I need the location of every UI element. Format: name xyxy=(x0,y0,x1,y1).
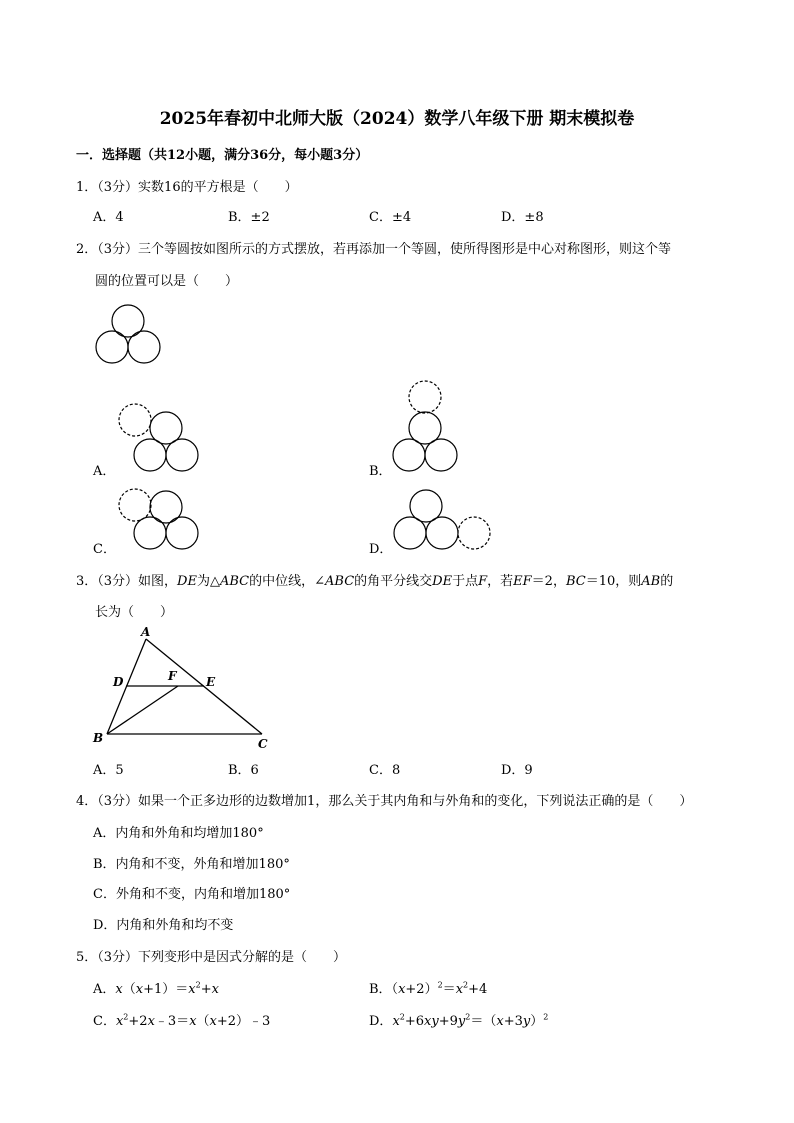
q5-option-c: C．$x^2+2x﹣3=x(x+2)﹣3$ xyxy=(93,1012,271,1029)
q3-option-d: D．9 xyxy=(501,763,533,778)
q2-option-a: A． xyxy=(93,464,116,479)
section-heading: 一．选择题（共12小题，满分36分，每小题3分） xyxy=(76,148,369,163)
bisector-bf xyxy=(107,686,178,734)
label-c: C xyxy=(258,737,268,751)
q4-option-b: B．内角和不变，外角和增加180° xyxy=(93,857,290,872)
label-f: F xyxy=(168,669,177,683)
q1-option-a: A．4 xyxy=(93,210,124,225)
q4-option-d: D．内角和外角和均不变 xyxy=(93,918,234,933)
q1-option-c: C．±4 xyxy=(369,210,412,225)
question-3-stem-line2: 长为（ ） xyxy=(95,605,174,620)
question-5-stem: 5．（3分）下列变形中是因式分解的是（ ） xyxy=(76,950,347,965)
q1-option-d: D．±8 xyxy=(501,210,544,225)
question-3-stem-line1: 3．（3分）如图，DE为△ABC的中位线，∠ABC的角平分线交DE于点F，若EF＝2，BC＝10，则AB的 xyxy=(76,574,674,589)
q2-option-d: D． xyxy=(369,542,393,557)
question-2-stem-line1: 2．（3分）三个等圆按如图所示的方式摆放，若再添加一个等圆，使所得图形是中心对称图形，则这个等 xyxy=(76,242,672,257)
q5-option-d: D．$x^2+6xy+9y^2=(x+3y)^2$ xyxy=(369,1012,549,1029)
q2-option-c: C． xyxy=(93,542,116,557)
label-e: E xyxy=(206,675,216,689)
q4-option-a: A．内角和外角和均增加180° xyxy=(93,826,264,841)
q1-option-b: B．±2 xyxy=(228,210,270,225)
question-1-stem: 1．（3分）实数16的平方根是（ ） xyxy=(76,180,298,195)
label-d: D xyxy=(113,675,124,689)
question-4-stem: 4．（3分）如果一个正多边形的边数增加1，那么关于其内角和与外角和的变化，下列说法正确的是（ ） xyxy=(76,794,693,809)
q2-option-b: B． xyxy=(369,464,392,479)
q4-option-c: C．外角和不变，内角和增加180° xyxy=(93,887,291,902)
question-2-stem-line2: 圆的位置可以是（ ） xyxy=(95,274,239,289)
q3-option-b: B．6 xyxy=(228,763,259,778)
q5-option-b: B．$(x+2)^2=x^2+4$ xyxy=(369,980,488,997)
label-a: A xyxy=(141,625,151,639)
label-b: B xyxy=(93,731,104,745)
q5-option-a: A．$x(x+1)=x^2+x$ xyxy=(93,980,219,997)
page-title: 2025年春初中北师大版（2024）数学八年级下册 期末模拟卷 xyxy=(159,109,635,129)
q3-option-a: A．5 xyxy=(93,763,124,778)
q3-option-c: C．8 xyxy=(369,763,401,778)
